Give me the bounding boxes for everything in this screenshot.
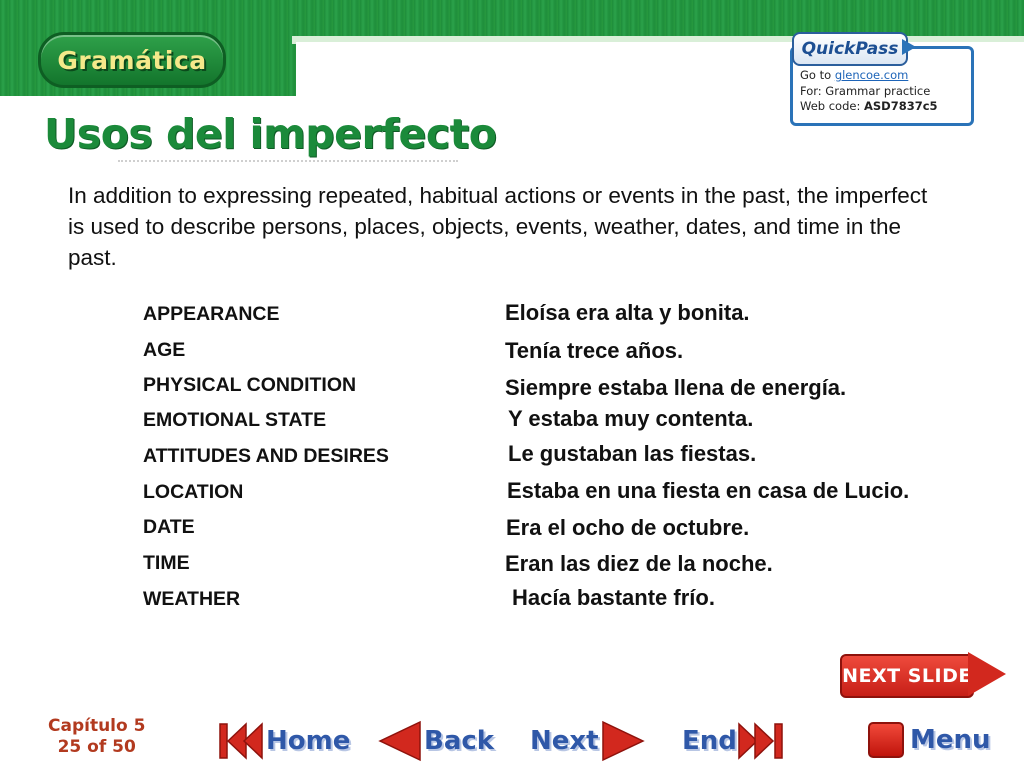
use-row: [0, 338, 1024, 374]
quickpass-for-line: For: Grammar practice: [800, 84, 931, 98]
use-label: AGE: [143, 339, 186, 361]
intro-paragraph: In addition to expressing repeated, habitual actions or events in the past, the imperfect is used to describe persons, places, objects, events, weather, dates, and time in the past.: [68, 183, 928, 270]
use-row: [0, 441, 1024, 480]
home-button[interactable]: [218, 720, 350, 762]
quickpass-badge-label: QuickPass: [801, 39, 899, 59]
fast-forward-icon: [737, 720, 787, 762]
use-example: Y estaba muy contenta.: [508, 406, 754, 431]
use-row: [0, 373, 1024, 409]
use-row: [0, 302, 1024, 338]
chapter-label: Capítulo 5: [48, 716, 146, 736]
use-example: Le gustaban las fiestas.: [508, 441, 757, 466]
quickpass-webcode-line: [800, 99, 938, 114]
chapter-indicator: [48, 716, 145, 758]
menu-button[interactable]: [868, 722, 991, 758]
back-button[interactable]: [378, 720, 494, 762]
use-label: PHYSICAL CONDITION: [143, 374, 357, 396]
quickpass-arrow-icon: [902, 39, 916, 55]
use-example: Hacía bastante frío.: [512, 585, 715, 610]
section-tab-gramatica[interactable]: [38, 32, 226, 88]
use-row: [0, 515, 1024, 551]
end-button[interactable]: [682, 720, 787, 762]
back-arrow-icon: [378, 720, 424, 762]
page-title: Usos del imperfecto: [44, 110, 497, 158]
section-tab-label: Gramática: [57, 45, 207, 75]
title-underline: [118, 160, 458, 162]
use-row: [0, 551, 1024, 587]
use-example: Era el ocho de octubre.: [506, 515, 750, 540]
next-slide-button[interactable]: [840, 654, 974, 698]
use-row: [0, 408, 1024, 444]
use-label: WEATHER: [143, 588, 241, 610]
back-label: Back: [424, 726, 495, 756]
quickpass-webcode: ASD7837c5: [864, 99, 938, 113]
page-counter: 25 of 50: [57, 737, 136, 757]
use-example: Tenía trece años.: [505, 338, 684, 363]
use-example: Eloísa era alta y bonita.: [505, 300, 750, 325]
next-button[interactable]: [530, 720, 645, 762]
rewind-icon: [218, 720, 266, 762]
use-label: EMOTIONAL STATE: [143, 409, 327, 431]
use-example: Siempre estaba llena de energía.: [505, 375, 847, 400]
quickpass-goto-line: [800, 68, 908, 83]
quickpass-badge: [792, 32, 908, 66]
home-label: Home: [266, 726, 351, 756]
menu-square-icon: [868, 722, 904, 758]
use-label: LOCATION: [143, 481, 244, 503]
next-slide-arrow-icon: [968, 652, 1006, 696]
use-label: ATTITUDES AND DESIRES: [143, 445, 389, 467]
glencoe-link[interactable]: glencoe.com: [834, 68, 909, 82]
quickpass-webcode-prefix: Web code:: [800, 99, 864, 113]
quickpass-goto-prefix: Go to: [800, 68, 835, 82]
use-label: DATE: [143, 516, 195, 538]
use-row: [0, 480, 1024, 516]
use-row: [0, 587, 1024, 623]
next-slide-label: NEXT SLIDE: [842, 665, 972, 687]
use-example: Estaba en una fiesta en casa de Lucio.: [507, 478, 910, 503]
use-example: Eran las diez de la noche.: [505, 551, 773, 576]
menu-label: Menu: [910, 725, 991, 755]
next-arrow-icon: [599, 720, 645, 762]
use-label: TIME: [143, 552, 190, 574]
next-label: Next: [530, 726, 599, 756]
end-label: End: [682, 726, 737, 756]
use-label: APPEARANCE: [143, 303, 280, 325]
